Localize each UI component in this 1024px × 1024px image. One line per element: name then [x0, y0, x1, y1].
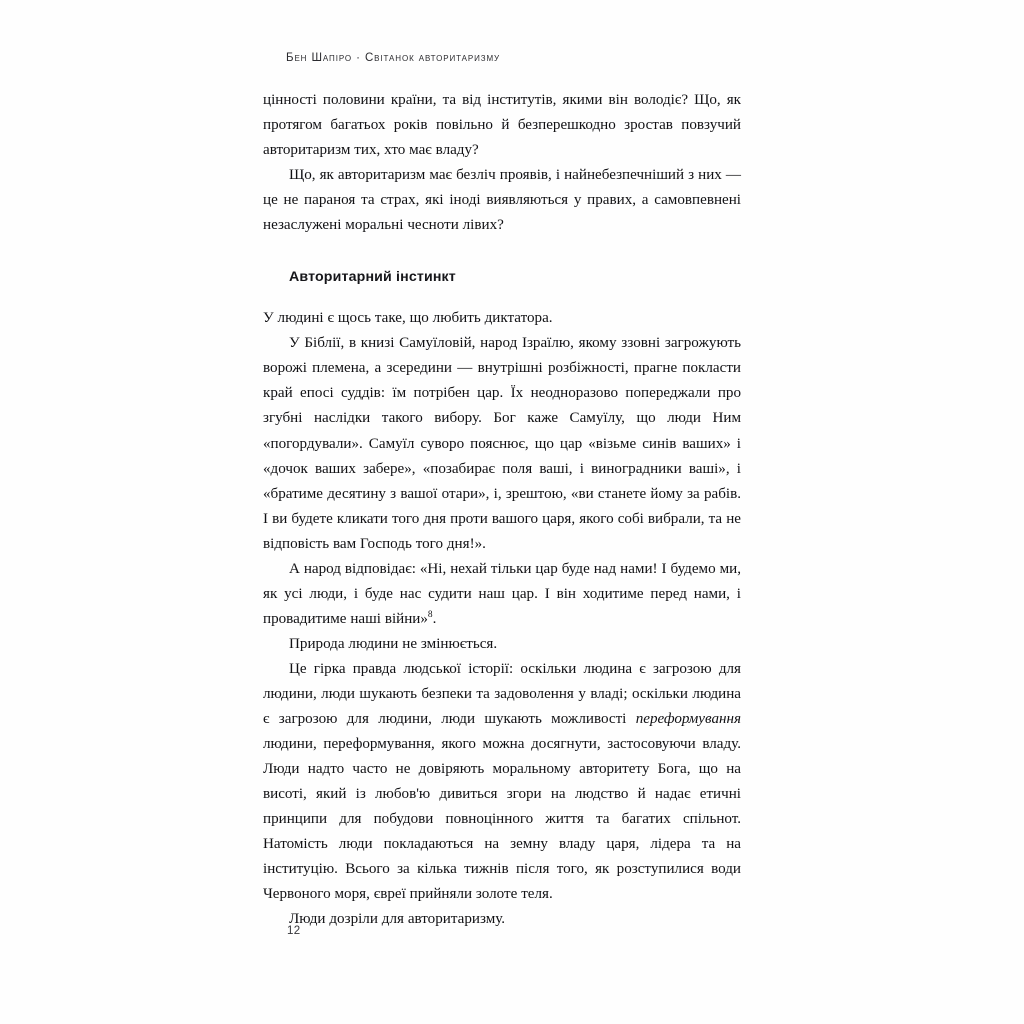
paragraph-3: У людині є щось таке, що любить диктатора.	[263, 310, 553, 327]
paragraph-continued: цінності половини країни, та від інститутів, якими він володіє? Що, як протягом багатьох років повільно й безперешкодно зростав повзучий авторитаризм тих, хто має владу?	[263, 92, 741, 159]
footnote-marker-8[interactable]: 8	[427, 609, 433, 620]
paragraph-7	[263, 657, 741, 907]
paragraph-6: Природа людини не змінюється.	[289, 635, 498, 652]
paragraph-5-tail: .	[432, 610, 437, 627]
paragraph-7-tail: людини, переформування, якого можна досягнути, застосовуючи владу. Люди надто часто не довіряють моральному авторитету Бога, що на висоті, який із любов'ю дивиться згори на людство й надає етичні принципи для побудови повноцінного життя та багатих спільнот. Натомість люди покладаються на земну владу царя, лідера та на інституцію. Всього за кілька тижнів після того, як розступилися води Червоного моря, євреї прийняли золоте теля.	[263, 736, 741, 903]
heading-bottom-spacer	[263, 285, 741, 306]
page-number: 12	[287, 925, 301, 937]
running-head	[286, 52, 746, 64]
paragraph-7-lead: Це гірка правда людської історії: оскільки людина є загрозою для людини, люди шукають безпеки та задоволення у владі; оскільки людина є загрозою для людини, люди шукають можливості	[263, 660, 741, 728]
section-heading: Авторитарний інстинкт	[289, 269, 456, 286]
emphasis-pereformuvannia: переформування	[635, 711, 741, 728]
paragraph-2: Що, як авторитаризм має безліч проявів, і найнебезпечніший з них — це не параноя та страх, які іноді виявляються у правих, а самовпевнені незаслужені моральні чесноти лівих?	[263, 167, 741, 234]
running-head-separator: ·	[356, 52, 361, 64]
paragraph-5	[263, 557, 741, 632]
body-text-block	[263, 88, 741, 932]
paragraph-4: У Біблії, в книзі Самуїловій, народ Ізраїлю, якому ззовні загрожують ворожі племена, а зсередини — внутрішні розбіжності, прагне покласти край епосі суддів: їм потрібен цар. Їх неодноразово попереджали про згубні наслідки такого вибору. Бог каже Самуїлу, що люди Ним «погордували». Самуїл суворо пояснює, що цар «візьме синів ваших» і «дочок ваших забере», «позабирає поля ваші, і виноградники ваші», і «братиме десятину з вашої отари», і, зрештою, «ви станете йому за рабів. І ви будете кликати того дня проти вашого царя, якого собі вибрали, та не відповість вам Господь того дня!».	[263, 335, 741, 552]
paragraph-5-text: А народ відповідає: «Ні, нехай тільки цар буде над нами! І будемо ми, як усі люди, і буде нас судити наш цар. І він ходитиме перед нами, і провадитиме наші війни»	[263, 560, 741, 627]
heading-top-spacer	[263, 238, 741, 269]
running-head-title: Світанок авторитаризму	[364, 52, 501, 64]
running-head-author: Бен Шапіро	[286, 52, 352, 64]
paragraph-8: Люди дозріли для авторитаризму.	[289, 911, 506, 928]
